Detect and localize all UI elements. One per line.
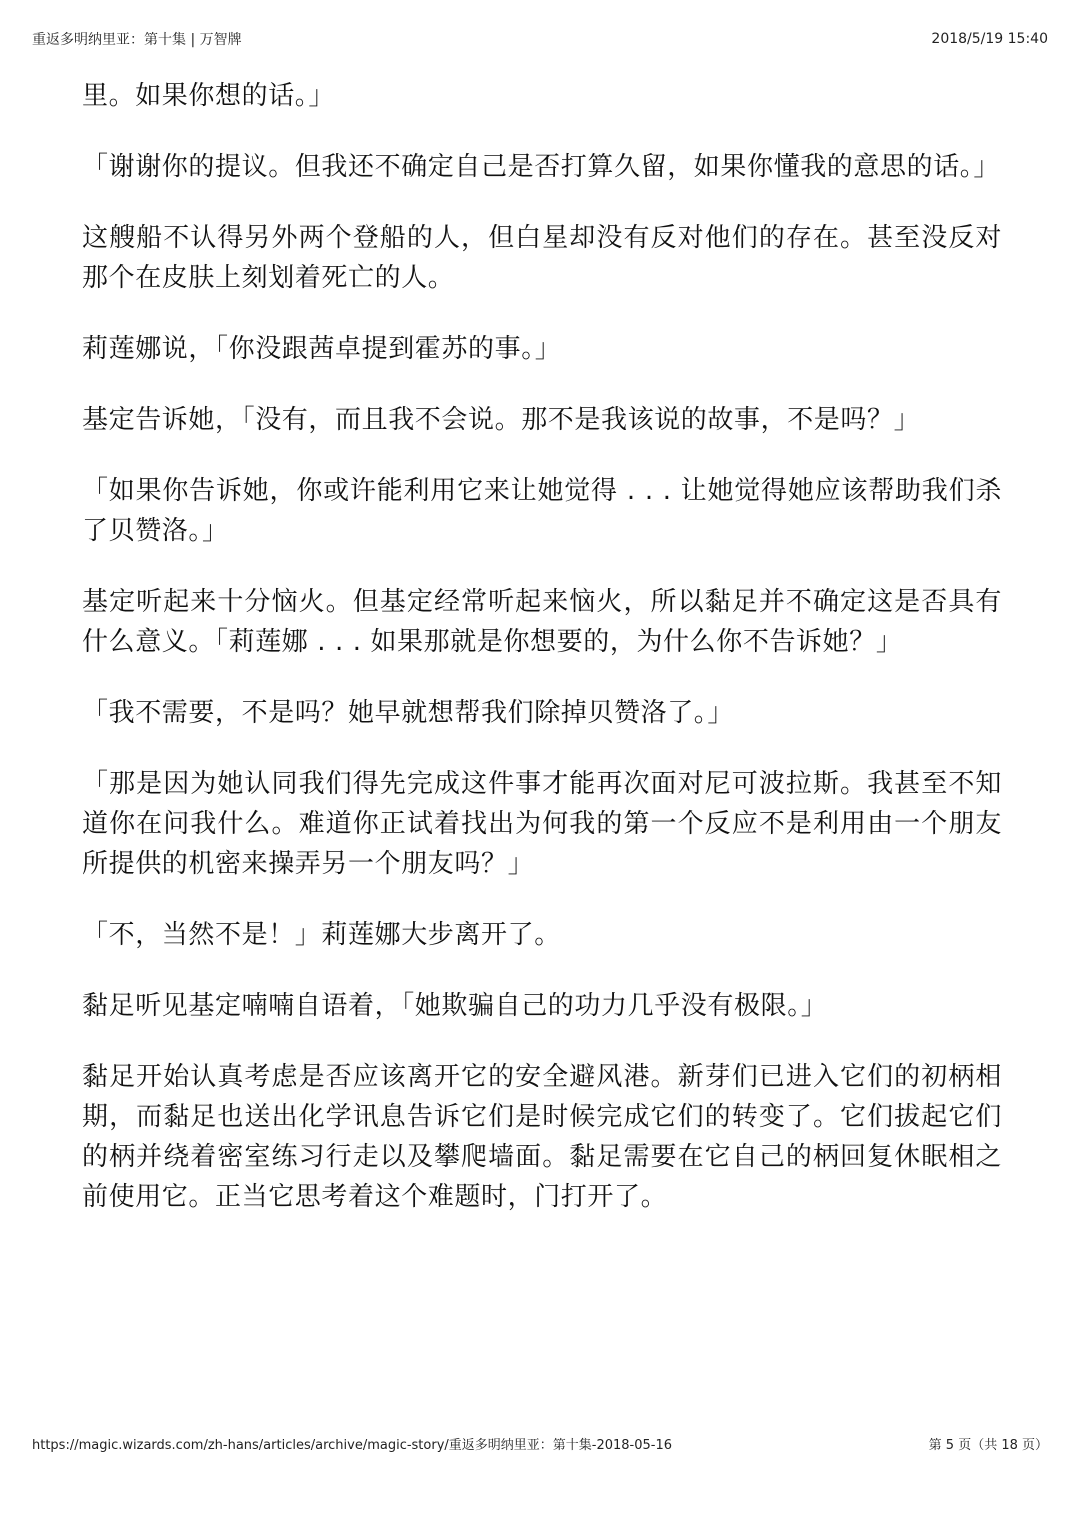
paragraph: 「如果你告诉她，你或许能利用它来让她觉得 . . . 让她觉得她应该帮助我们杀了贝赞洛。」 [82, 476, 1002, 546]
paragraph: 里。如果你想的话。」 [82, 81, 336, 111]
paragraph: 基定听起来十分恼火。但基定经常听起来恼火，所以黏足并不确定这是否具有什么意义。「莉莲娜 . . . 如果那就是你想要的，为什么你不告诉她？」 [82, 587, 1002, 657]
print-footer [32, 1432, 1048, 1454]
paragraph: 「我不需要，不是吗？她早就想帮我们除掉贝赞洛了。」 [82, 698, 735, 728]
paragraph: 基定告诉她，「没有，而且我不会说。那不是我该说的故事，不是吗？」 [82, 405, 921, 435]
page-title: 重返多明纳里亚：第十集 | 万智牌 [32, 32, 242, 48]
paragraph: 「谢谢你的提议。但我还不确定自己是否打算久留，如果你懂我的意思的话。」 [82, 152, 1001, 182]
paragraph: 这艘船不认得另外两个登船的人，但白星却没有反对他们的存在。甚至没反对那个在皮肤上刻划着死亡的人。 [82, 223, 1002, 293]
paragraph: 黏足开始认真考虑是否应该离开它的安全避风港。新芽们已进入它们的初柄相期，而黏足也送出化学讯息告诉它们是时候完成它们的转变了。它们拔起它们的柄并绕着密室练习行走以及攀爬墙面。黏足需要在它自己的柄回复休眠相之前使用它。正当它思考着这个难题时，门打开了。 [82, 1062, 1002, 1212]
print-header [32, 28, 1048, 50]
source-url: https://magic.wizards.com/zh-hans/articles/archive/magic-story/重返多明纳里亚：第十集-2018-05-16 [32, 1437, 673, 1453]
paragraph: 「不，当然不是！」莉莲娜大步离开了。 [82, 920, 561, 950]
paragraph: 黏足听见基定喃喃自语着，「她欺骗自己的功力几乎没有极限。」 [82, 991, 828, 1021]
print-datetime: 2018/5/19 15:40 [931, 31, 1048, 47]
article-body [82, 76, 1002, 1248]
page-number: 第 5 页（共 18 页） [928, 1437, 1048, 1453]
paragraph: 「那是因为她认同我们得先完成这件事才能再次面对尼可波拉斯。我甚至不知道你在问我什么。难道你正试着找出为何我的第一个反应不是利用由一个朋友所提供的机密来操弄另一个朋友吗？」 [82, 769, 1002, 879]
paragraph: 莉莲娜说，「你没跟茜卓提到霍苏的事。」 [82, 334, 562, 364]
